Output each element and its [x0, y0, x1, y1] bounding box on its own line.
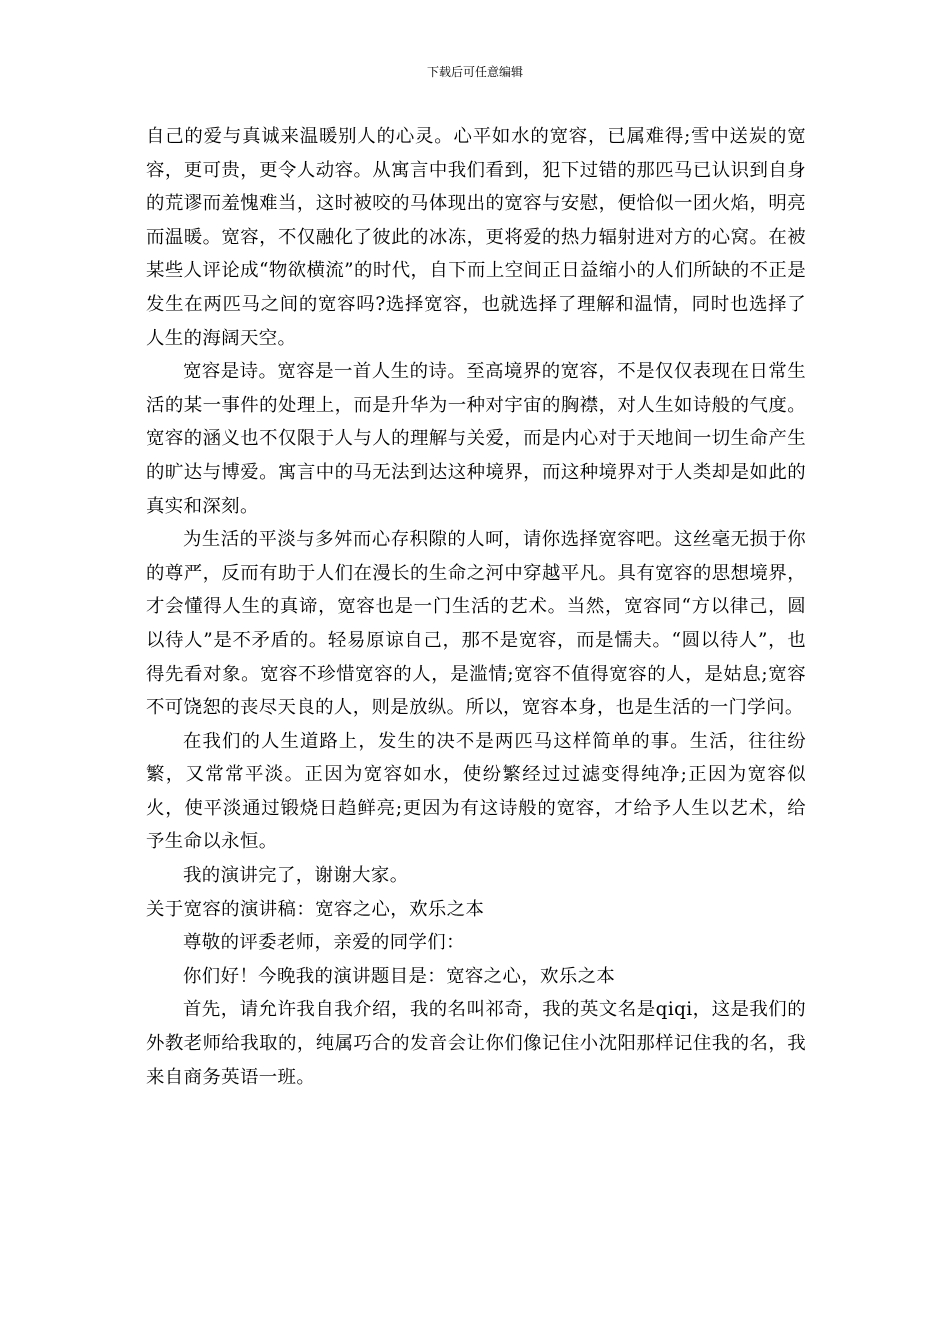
page-header: 下载后可任意编辑	[426, 65, 523, 79]
paragraph: 宽容是诗。宽容是一首人生的诗。至高境界的宽容，不是仅仅表现在日常生活的某一事件的处理上，而是升华为一种对宇宙的胸襟，对人生如诗般的气度。宽容的涵义也不仅限于人与人的理解与关爱，而是内心对于天地间一切生命产生的旷达与博爱。寓言中的马无法到达这种境界，而这种境界对于人类却是如此的真实和深刻。	[146, 361, 806, 517]
paragraph: 我的演讲完了，谢谢大家。	[183, 865, 409, 887]
paragraph: 首先，请允许我自我介绍，我的名叫祁奇，我的英文名是qiqi，这是我们的外教老师给我取的，纯属巧合的发音会让你们像记住小沈阳那样记住我的名，我来自商务英语一班。	[146, 999, 806, 1088]
document-body	[146, 120, 806, 1094]
paragraph: 尊敬的评委老师，亲爱的同学们：	[183, 932, 465, 954]
paragraph: 你们好！今晚我的演讲题目是：宽容之心，欢乐之本	[183, 965, 616, 987]
paragraph: 自己的爱与真诚来温暖别人的心灵。心平如水的宽容，已属难得;雪中送炭的宽容，更可贵，更令人动容。从寓言中我们看到，犯下过错的那匹马已认识到自身的荒谬而羞愧难当，这时被咬的马体现出的宽容与安慰，便恰似一团火焰，明亮而温暖。宽容，不仅融化了彼此的冰冻，更将爱的热力辐射进对方的心窝。在被某些人评论成“物欲横流”的时代，自下而上空间正日益缩小的人们所缺的不正是发生在两匹马之间的宽容吗?选择宽容，也就选择了理解和温情，同时也选择了人生的海阔天空。	[146, 126, 806, 349]
section-heading: 关于宽容的演讲稿：宽容之心，欢乐之本	[146, 898, 485, 920]
paragraph: 在我们的人生道路上，发生的决不是两匹马这样简单的事。生活，往往纷繁，又常常平淡。正因为宽容如水，使纷繁经过过滤变得纯净;正因为宽容似火，使平淡通过锻烧日趋鲜亮;更因为有这诗般的宽容，才给予人生以艺术，给予生命以永恒。	[146, 730, 806, 853]
paragraph: 为生活的平淡与多舛而心存积隙的人呵，请你选择宽容吧。这丝毫无损于你的尊严，反而有助于人们在漫长的生命之河中穿越平凡。具有宽容的思想境界，才会懂得人生的真谛，宽容也是一门生活的艺术。当然，宽容同“方以律己，圆以待人”是不矛盾的。轻易原谅自己，那不是宽容，而是懦夫。“圆以待人”，也得先看对象。宽容不珍惜宽容的人，是滥情;宽容不值得宽容的人，是姑息;宽容不可饶恕的丧尽天良的人，则是放纵。所以，宽容本身，也是生活的一门学问。	[146, 529, 806, 719]
